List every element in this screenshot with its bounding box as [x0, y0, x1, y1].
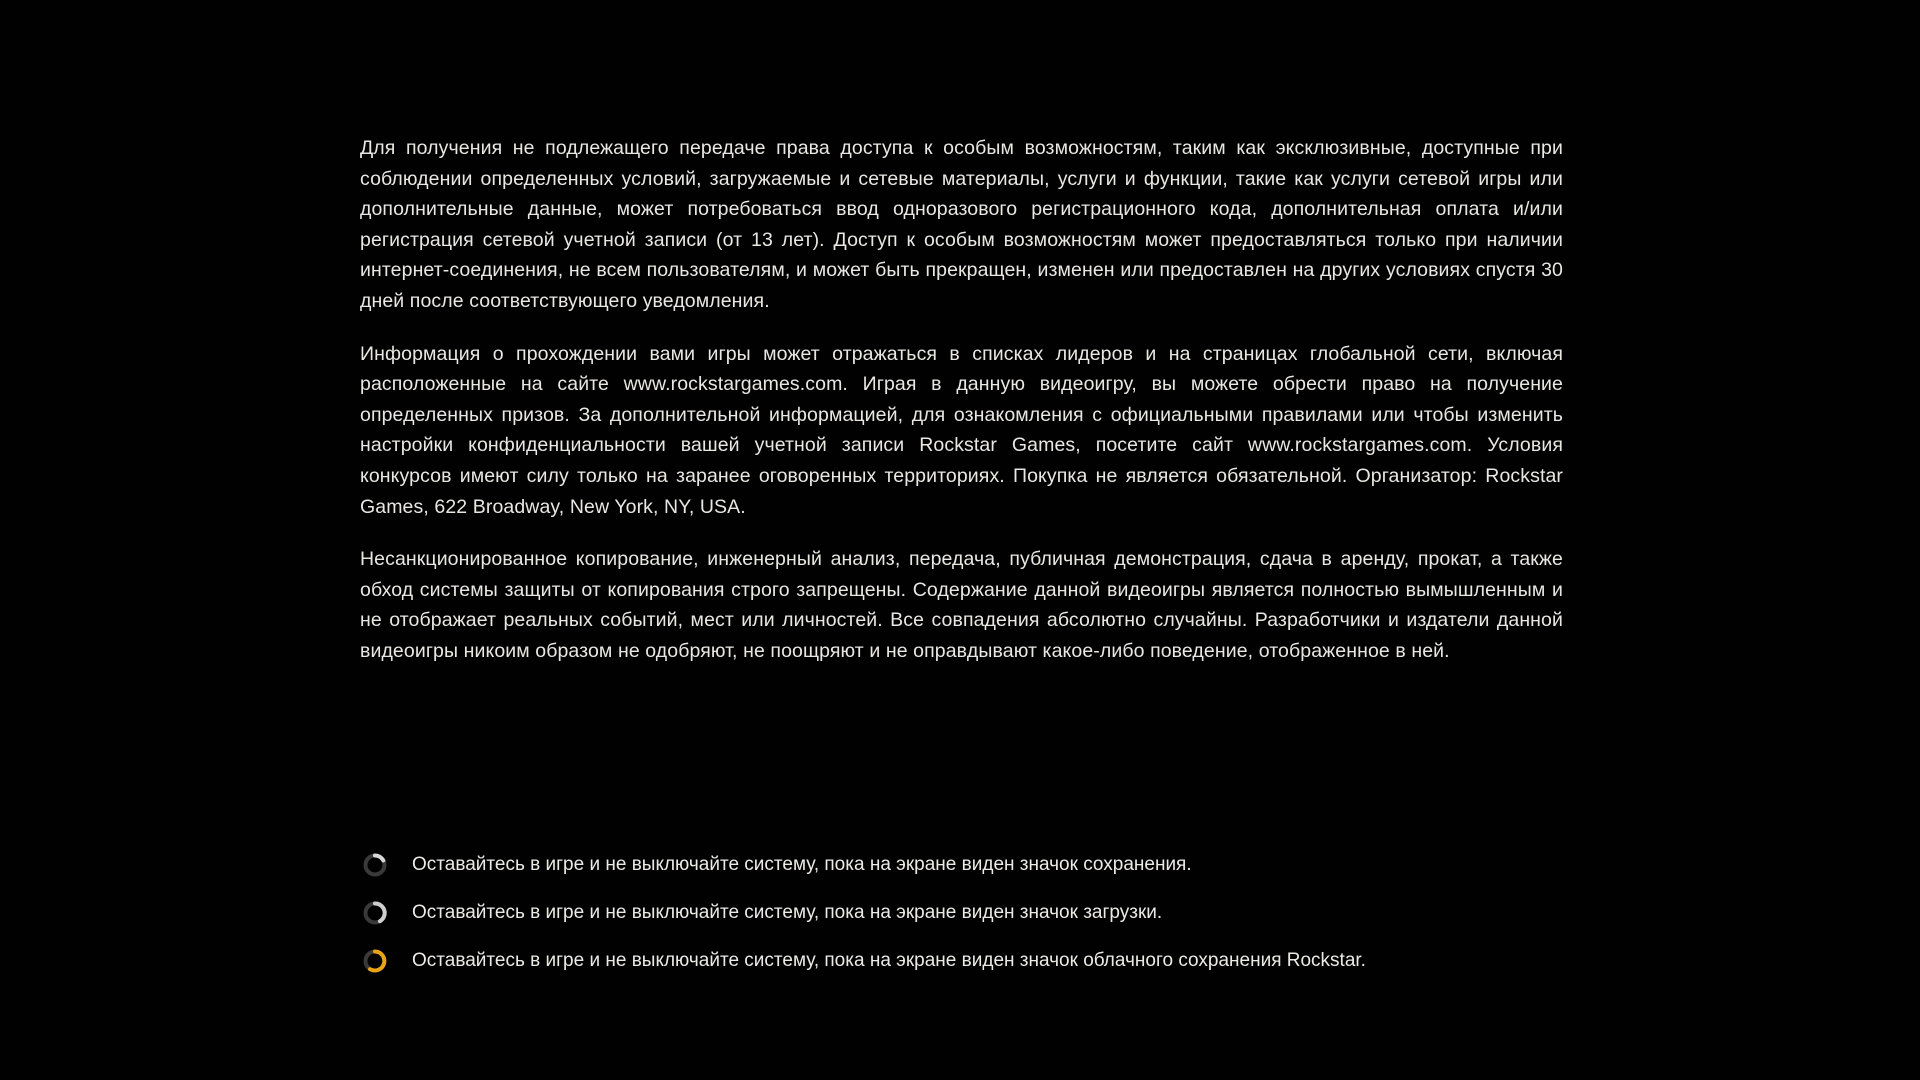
notice-label-cloud-save: Оставайтесь в игре и не выключайте систему, пока на экране виден значок облачного сохранения Rockstar.: [412, 949, 1366, 971]
legal-text-block: [360, 133, 1563, 667]
notice-list: [360, 845, 1620, 980]
notice-label-save: Оставайтесь в игре и не выключайте систему, пока на экране виден значок сохранения.: [412, 853, 1192, 875]
loading-spinner-icon: [360, 898, 390, 928]
save-spinner-icon: [360, 850, 390, 880]
notice-label-loading: Оставайтесь в игре и не выключайте систему, пока на экране виден значок загрузки.: [412, 901, 1163, 923]
legal-paragraph-1: Для получения не подлежащего передаче права доступа к особым возможностям, таким как эксклюзивные, доступные при соблюдении определенных условий, загружаемые и сетевые материалы, услуги и функции, такие как услуги сетевой игры или дополнительные данные, может потребоваться ввод одноразового регистрационного кода, дополнительная оплата и/или регистрация сетевой учетной записи (от 13 лет). Доступ к особым возможностям может предоставляться только при наличии интернет-соединения, не всем пользователям, и может быть прекращен, изменен или предоставлен на других условиях спустя 30 дней после соответствующего уведомления.: [360, 137, 1563, 312]
notice-item-loading: [360, 893, 1620, 932]
notice-item-save: [360, 845, 1620, 884]
notice-item-cloud-save: [360, 941, 1620, 980]
legal-paragraph-3: Несанкционированное копирование, инженерный анализ, передача, публичная демонстрация, сдача в аренду, прокат, а также обход системы защиты от копирования строго запрещены. Содержание данной видеоигры является полностью вымышленным и не отображает реальных событий, мест или личностей. Все совпадения абсолютно случайны. Разработчики и издатели данной видеоигры никоим образом не одобряют, не поощряют и не оправдывают какое-либо поведение, отображенное в ней.: [360, 548, 1563, 662]
legal-paragraph-2: Информация о прохождении вами игры может отражаться в списках лидеров и на страницах глобальной сети, включая расположенные на сайте www.rockstargames.com. Играя в данную видеоигру, вы можете обрести право на получение определенных призов. За дополнительной информацией, для ознакомления с официальными правилами или чтобы изменить настройки конфиденциальности вашей учетной записи Rockstar Games, посетите сайт www.rockstargames.com. Условия конкурсов имеют силу только на заранее оговоренных территориях. Покупка не является обязательной. Организатор: Rockstar Games, 622 Broadway, New York, NY, USA.: [360, 342, 1563, 518]
cloud-save-spinner-icon: [360, 946, 390, 976]
